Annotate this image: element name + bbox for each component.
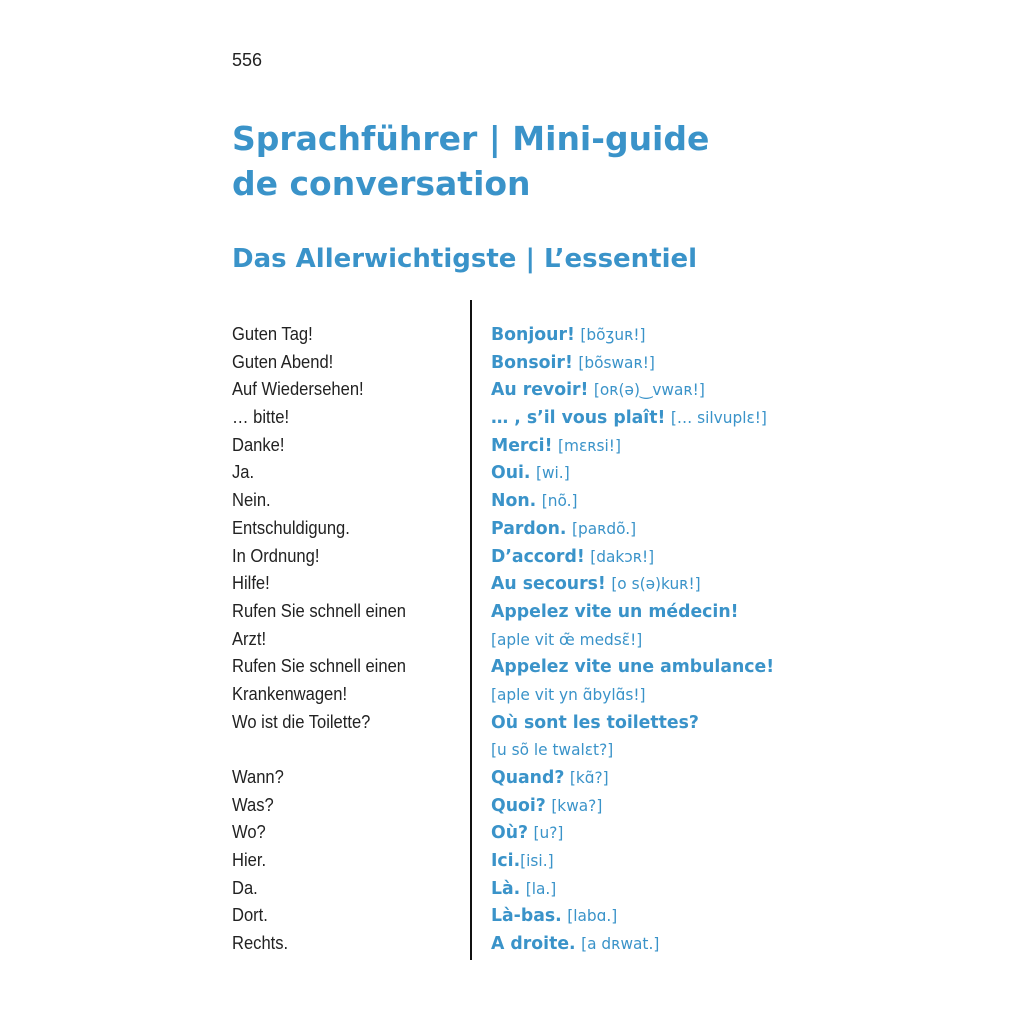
- page-title-line-2: de conversation: [232, 164, 531, 203]
- french-phrase: A droite.: [491, 933, 576, 955]
- french-entry: [491, 626, 798, 654]
- french-phrase: Merci!: [491, 434, 553, 456]
- pronunciation: [paʀdõ.]: [572, 518, 637, 538]
- pronunciation: [o s(ə)kuʀ!]: [611, 574, 701, 594]
- pronunciation: [bõʒuʀ!]: [580, 325, 646, 344]
- french-entry: [491, 515, 798, 543]
- french-phrase: D’accord!: [491, 545, 585, 567]
- french-entry: [491, 349, 798, 377]
- german-phrase: Nein.: [232, 490, 271, 511]
- german-phrase: Wo?: [232, 822, 266, 843]
- french-entry: [491, 404, 798, 432]
- german-phrase: Krankenwagen!: [232, 683, 348, 704]
- german-phrase: Rufen Sie schnell einen: [232, 600, 406, 621]
- pronunciation: [aple vit yn ɑ̃bylɑ̃s!]: [491, 684, 646, 704]
- french-phrase: Bonsoir!: [491, 351, 573, 373]
- pronunciation: [bõswaʀ!]: [578, 352, 655, 372]
- french-phrase: Oui.: [491, 462, 531, 484]
- french-phrase: Appelez vite un médecin!: [491, 600, 739, 622]
- french-phrase: Là-bas.: [491, 905, 562, 927]
- german-phrase: Rufen Sie schnell einen: [232, 656, 406, 677]
- german-phrase: In Ordnung!: [232, 545, 320, 566]
- blank-row: [232, 736, 444, 764]
- french-entry: [491, 875, 798, 903]
- german-phrase: Rechts.: [232, 933, 289, 954]
- german-phrase: Hilfe!: [232, 573, 270, 594]
- german-phrase: Arzt!: [232, 628, 267, 649]
- german-phrase: Danke!: [232, 434, 285, 455]
- french-entry: [491, 902, 798, 930]
- french-entry: [491, 930, 798, 958]
- french-entry: [491, 543, 798, 571]
- pronunciation: [u sõ le twalɛt?]: [491, 740, 614, 760]
- column-divider: [470, 300, 472, 960]
- page-title: [232, 116, 792, 206]
- french-column: [491, 321, 811, 958]
- pronunciation: [… silvuplɛ!]: [670, 408, 767, 428]
- german-phrase: Entschuldigung.: [232, 517, 350, 538]
- pronunciation: [mɛʀsi!]: [557, 435, 621, 455]
- pronunciation: [wi.]: [535, 463, 570, 483]
- french-entry: [491, 487, 798, 515]
- french-phrase: Quand?: [491, 767, 565, 788]
- french-phrase: Quoi?: [491, 794, 546, 816]
- page-title-line-1: Sprachführer | Mini-guide: [232, 119, 710, 158]
- french-entry: [491, 819, 798, 847]
- german-column: [232, 321, 462, 958]
- french-entry: [491, 847, 798, 875]
- french-phrase: Là.: [491, 877, 521, 899]
- german-phrase: Dort.: [232, 905, 268, 926]
- german-phrase: Ja.: [232, 462, 255, 483]
- pronunciation: [dakɔʀ!]: [590, 546, 655, 566]
- french-phrase: Au secours!: [491, 573, 606, 595]
- french-phrase: Ici.: [491, 850, 521, 872]
- french-entry: [491, 321, 798, 349]
- french-entry: [491, 432, 798, 460]
- german-phrase: Wann?: [232, 767, 284, 787]
- pronunciation: [kwa?]: [551, 795, 603, 815]
- pronunciation: [la.]: [525, 878, 557, 898]
- pronunciation: [aple vit œ̃ medsɛ̃!]: [491, 629, 643, 649]
- pronunciation: [kɑ̃?]: [569, 768, 609, 787]
- french-entry: [491, 792, 798, 820]
- french-phrase: … , s’il vous plaît!: [491, 407, 666, 429]
- french-phrase: Appelez vite une ambulance!: [491, 656, 775, 678]
- german-phrase: … bitte!: [232, 407, 290, 428]
- french-entry: [491, 764, 798, 792]
- french-phrase: Au revoir!: [491, 379, 589, 401]
- french-entry: [491, 376, 798, 404]
- pronunciation: [labɑ.]: [567, 906, 618, 926]
- page-number: 556: [232, 50, 263, 70]
- french-entry: [491, 570, 798, 598]
- pronunciation: [nõ.]: [541, 491, 578, 511]
- french-phrase: Où sont les toilettes?: [491, 711, 699, 733]
- german-phrase: Da.: [232, 877, 258, 898]
- pronunciation: [a dʀwat.]: [581, 934, 660, 954]
- french-phrase: Pardon.: [491, 517, 567, 539]
- french-entry: [491, 598, 798, 626]
- french-phrase: Où?: [491, 822, 529, 844]
- german-phrase: Wo ist die Toilette?: [232, 711, 371, 732]
- french-phrase: Non.: [491, 490, 537, 512]
- german-phrase: Auf Wiedersehen!: [232, 379, 364, 400]
- french-phrase: Bonjour!: [491, 324, 575, 345]
- section-heading: Das Allerwichtigste | L’essentiel: [232, 244, 698, 274]
- french-entry: [491, 459, 798, 487]
- french-entry: [491, 653, 798, 681]
- pronunciation: [u?]: [533, 823, 564, 843]
- pronunciation: [isi.]: [520, 851, 554, 871]
- french-entry: [491, 736, 798, 764]
- german-phrase: Guten Tag!: [232, 324, 313, 344]
- german-phrase: Guten Abend!: [232, 351, 334, 372]
- german-phrase: Hier.: [232, 850, 267, 871]
- french-entry: [491, 681, 798, 709]
- french-entry: [491, 709, 798, 737]
- german-phrase: Was?: [232, 794, 274, 815]
- pronunciation: [oʀ(ə)‿vwaʀ!]: [593, 380, 705, 400]
